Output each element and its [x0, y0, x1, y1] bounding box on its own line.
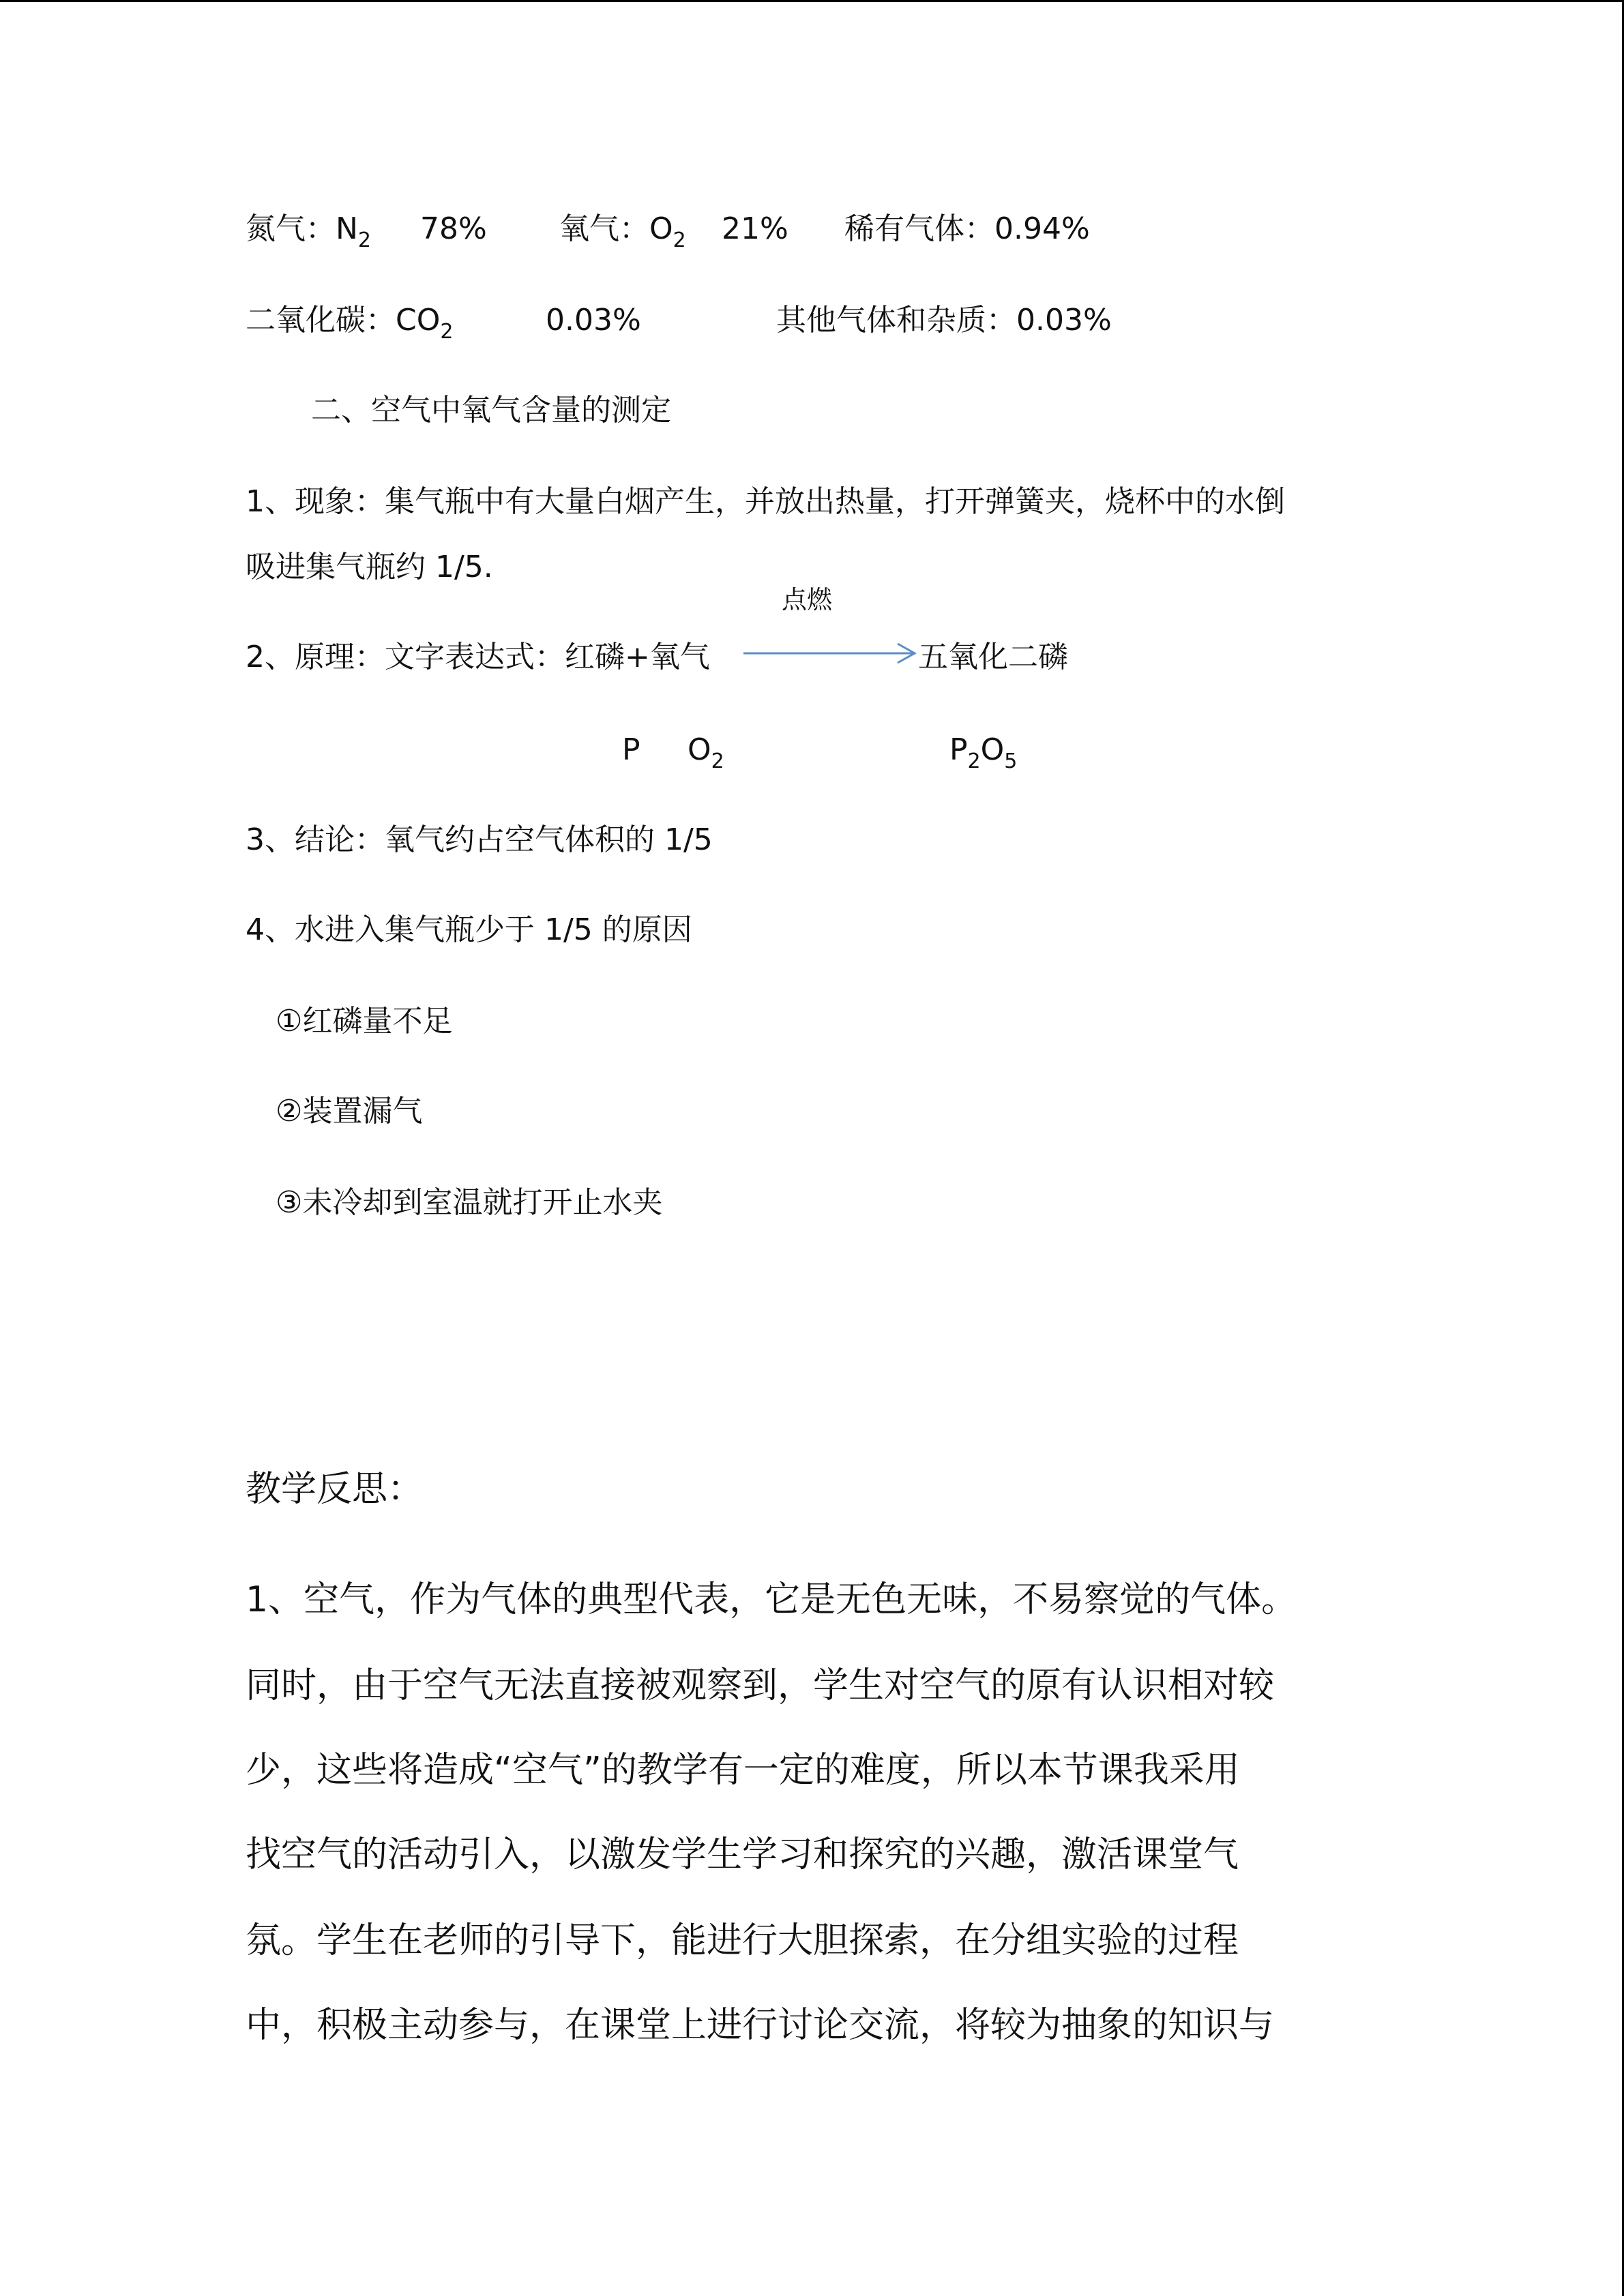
formula-oxygen-symbol: O — [688, 732, 711, 767]
phenomenon-line-1: 1、现象：集气瓶中有大量白烟产生，并放出热量，打开弹簧夹，烧杯中的水倒 — [246, 484, 1285, 519]
reflection-line: 找空气的活动引入，以激发学生学习和探究的兴趣，激活课堂气 — [246, 1834, 1239, 1875]
formula-product-o: O — [980, 732, 1005, 767]
formula-product-p-subscript: 2 — [967, 749, 981, 773]
nitrogen-percent: 78% — [420, 211, 487, 246]
reflection-line: 氛。学生在老师的引导下，能进行大胆探索，在分组实验的过程 — [246, 1920, 1239, 1961]
formula-oxygen — [688, 730, 724, 774]
nitrogen-entry — [246, 209, 371, 253]
reaction-condition: 点燃 — [782, 585, 832, 614]
phenomenon-line-2: 吸进集气瓶约 1/5. — [246, 550, 493, 584]
formula-product — [949, 730, 1017, 774]
co2-label: 二氧化碳：CO — [246, 303, 441, 338]
reflection-line: 少，这些将造成“空气”的教学有一定的难度，所以本节课我采用 — [246, 1750, 1240, 1791]
reflection-title: 教学反思： — [246, 1469, 424, 1510]
oxygen-label: 氧气：O — [559, 211, 673, 246]
co2-subscript: 2 — [440, 320, 454, 344]
oxygen-percent: 21% — [722, 211, 788, 246]
reason-item: ②装置漏气 — [276, 1094, 423, 1129]
page-border-top — [0, 0, 1624, 2]
noble-gas-entry: 稀有气体：0.94% — [844, 211, 1090, 246]
oxygen-entry — [559, 209, 686, 253]
co2-percent: 0.03% — [546, 303, 641, 338]
reason-item: ①红磷量不足 — [276, 1004, 453, 1039]
principle-product: 五氧化二磷 — [918, 640, 1068, 674]
principle-equation: 2、原理：文字表达式：红磷+氧气 — [246, 640, 710, 674]
oxygen-subscript: 2 — [673, 228, 686, 252]
nitrogen-label: 氮气：N — [246, 211, 358, 246]
reason-item: ③未冷却到室温就打开止水夹 — [276, 1185, 663, 1220]
co2-entry — [246, 300, 453, 344]
formula-phosphorus: P — [622, 732, 640, 767]
formula-product-p: P — [949, 732, 968, 767]
reflection-line: 1、空气，作为气体的典型代表，它是无色无味，不易察觉的气体。 — [246, 1579, 1297, 1620]
reflection-line: 中，积极主动参与，在课堂上进行讨论交流，将较为抽象的知识与 — [246, 2005, 1275, 2046]
reflection-line: 同时，由于空气无法直接被观察到，学生对空气的原有认识相对较 — [246, 1665, 1275, 1706]
formula-product-o-subscript: 5 — [1004, 749, 1018, 773]
conclusion: 3、结论：氧气约占空气体积的 1/5 — [246, 822, 713, 857]
section-heading: 二、空气中氧气含量的测定 — [311, 393, 671, 428]
nitrogen-subscript: 2 — [357, 228, 372, 252]
formula-oxygen-subscript: 2 — [711, 749, 724, 773]
other-gases-entry: 其他气体和杂质：0.03% — [776, 303, 1112, 338]
reasons-title: 4、水进入集气瓶少于 1/5 的原因 — [246, 912, 692, 947]
reaction-arrow-icon — [743, 641, 917, 666]
